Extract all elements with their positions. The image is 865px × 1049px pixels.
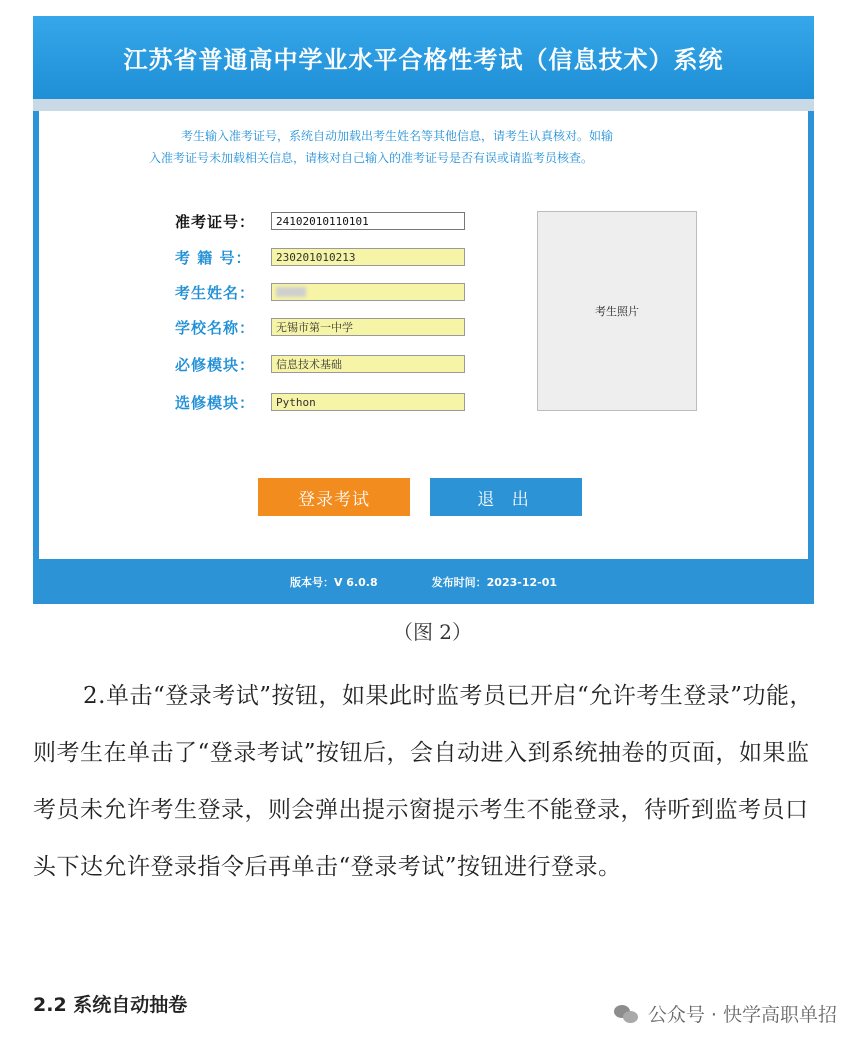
admission-row: [175, 211, 465, 231]
figure-caption: （图 2）: [392, 620, 473, 644]
school-label: 学校名称：: [175, 318, 256, 337]
name-label: 考生姓名：: [175, 283, 256, 302]
elective-module-field: Python: [271, 393, 465, 411]
system-title: 江苏省普通高中学业水平合格性考试（信息技术）系统: [33, 16, 814, 99]
school-row: [175, 317, 465, 337]
section-heading: 2.2 系统自动抽卷: [33, 994, 188, 1016]
notice-line-2: 入准考证号未加载相关信息，请核对自己输入的准考证号是否有误或请监考员核查。: [149, 151, 594, 165]
admission-input[interactable]: 24102010110101: [271, 212, 465, 230]
admission-label: 准考证号：: [175, 212, 256, 231]
wechat-icon: [614, 1003, 640, 1025]
header-divider: [33, 99, 814, 111]
name-row: [175, 282, 465, 302]
registry-row: [175, 247, 465, 267]
required-module-row: [175, 354, 465, 374]
registry-label: 考 籍 号：: [175, 248, 252, 267]
redacted-name: [276, 287, 306, 297]
release-date: 发布时间：2023-12-01: [431, 575, 558, 589]
name-field: [271, 283, 465, 301]
school-field: 无锡市第一中学: [271, 318, 465, 336]
version-info: 版本号：V 6.0.8: [289, 575, 378, 589]
login-notice: [149, 125, 719, 169]
login-panel: [39, 111, 808, 559]
required-module-field: 信息技术基础: [271, 355, 465, 373]
system-footer: [33, 559, 814, 604]
watermark-text: 公众号 · 快学高职单招: [647, 1004, 837, 1026]
instruction-paragraph: 2.单击“登录考试”按钮，如果此时监考员已开启“允许考生登录”功能，则考生在单击了“登录考试”按钮后，会自动进入到系统抽卷的页面，如果监考员未允许考生登录，则会弹出提示窗提示考生不能登录，待听到监考员口头下达允许登录指令后再单击“登录考试”按钮进行登录。: [33, 683, 813, 880]
registry-field: 230201010213: [271, 248, 465, 266]
required-module-label: 必修模块：: [175, 355, 256, 374]
elective-module-row: [175, 392, 465, 412]
exam-system-screenshot: [33, 16, 814, 604]
login-exam-button[interactable]: 登录考试: [258, 478, 410, 516]
watermark: [614, 1000, 837, 1027]
elective-module-label: 选修模块：: [175, 393, 256, 412]
candidate-photo: 考生照片: [537, 211, 697, 411]
notice-line-1: 考生输入准考证号，系统自动加载出考生姓名等其他信息，请考生认真核对。如输: [181, 129, 614, 143]
exit-button[interactable]: 退 出: [430, 478, 582, 516]
